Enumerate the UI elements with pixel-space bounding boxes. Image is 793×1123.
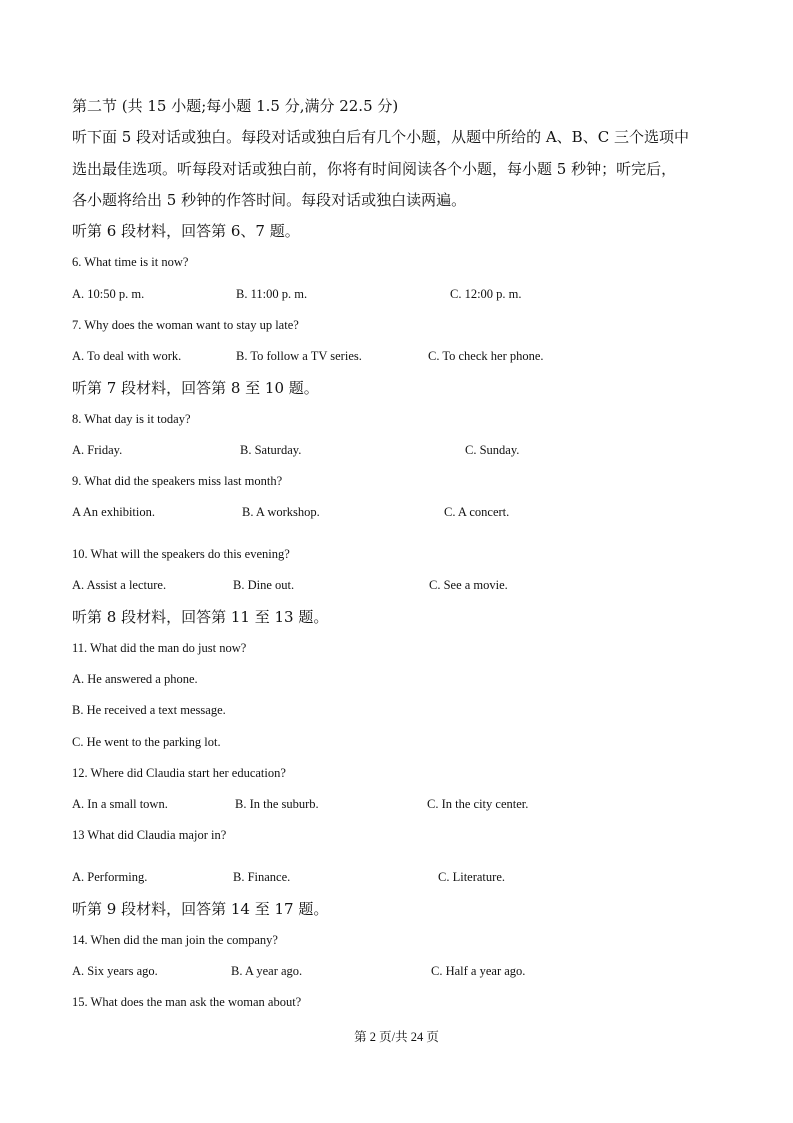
material-heading-6: 听第 6 段材料，回答第 6、7 题。 — [72, 222, 300, 240]
question-8: 8. What day is it today? — [72, 412, 191, 426]
question-9-option-b: B. A workshop. — [242, 505, 320, 519]
question-9-option-c: C. A concert. — [444, 505, 510, 519]
instructions-line-1: 听下面 5 段对话或独白。每段对话或独白后有几个小题，从题中所给的 A、B、C 三个选项中 — [72, 128, 689, 146]
question-13-option-c: C. Literature. — [438, 870, 505, 884]
question-13: 13 What did Claudia major in? — [72, 828, 227, 842]
section-header: 第二节 (共 15 小题;每小题 1.5 分,满分 22.5 分) — [72, 97, 399, 115]
question-14-option-a: A. Six years ago. — [72, 964, 158, 978]
question-9: 9. What did the speakers miss last month? — [72, 474, 283, 488]
question-9-option-a: A An exhibition. — [72, 505, 155, 519]
instructions-line-2: 选出最佳选项。听每段对话或独白前，你将有时间阅读各个小题，每小题 5 秒钟；听完后， — [72, 160, 677, 178]
question-10-option-b: B. Dine out. — [233, 578, 295, 592]
question-8-option-a: A. Friday. — [72, 443, 123, 457]
question-14-option-b: B. A year ago. — [231, 964, 303, 978]
question-13-option-a: A. Performing. — [72, 870, 148, 884]
question-11-option-b: B. He received a text message. — [72, 703, 226, 717]
page-footer: 第 2 页/共 24 页 — [354, 1030, 439, 1044]
question-14-option-c: C. Half a year ago. — [431, 964, 526, 978]
question-11-option-a: A. He answered a phone. — [72, 672, 198, 686]
question-11-option-c: C. He went to the parking lot. — [72, 735, 221, 749]
question-8-option-c: C. Sunday. — [465, 443, 520, 457]
question-7: 7. Why does the woman want to stay up late? — [72, 318, 299, 332]
instructions-line-3: 各小题将给出 5 秒钟的作答时间。每段对话或独白读两遍。 — [72, 191, 467, 209]
question-14: 14. When did the man join the company? — [72, 933, 278, 947]
question-6-option-b: B. 11:00 p. m. — [236, 287, 308, 301]
question-12-option-a: A. In a small town. — [72, 797, 168, 811]
question-10-option-c: C. See a movie. — [429, 578, 508, 592]
question-13-option-b: B. Finance. — [233, 870, 291, 884]
material-heading-8: 听第 8 段材料，回答第 11 至 13 题。 — [72, 608, 329, 626]
question-7-option-a: A. To deal with work. — [72, 349, 182, 363]
question-12-option-c: C. In the city center. — [427, 797, 529, 811]
question-6-option-c: C. 12:00 p. m. — [450, 287, 522, 301]
question-10: 10. What will the speakers do this evening? — [72, 547, 290, 561]
question-8-option-b: B. Saturday. — [240, 443, 302, 457]
question-12: 12. Where did Claudia start her education? — [72, 766, 286, 780]
question-6: 6. What time is it now? — [72, 255, 189, 269]
material-heading-9: 听第 9 段材料，回答第 14 至 17 题。 — [72, 900, 329, 918]
question-15: 15. What does the man ask the woman about? — [72, 995, 302, 1009]
question-10-option-a: A. Assist a lecture. — [72, 578, 167, 592]
question-11: 11. What did the man do just now? — [72, 641, 247, 655]
material-heading-7: 听第 7 段材料，回答第 8 至 10 题。 — [72, 379, 319, 397]
question-7-option-c: C. To check her phone. — [428, 349, 544, 363]
question-6-option-a: A. 10:50 p. m. — [72, 287, 145, 301]
question-12-option-b: B. In the suburb. — [235, 797, 319, 811]
question-7-option-b: B. To follow a TV series. — [236, 349, 362, 363]
